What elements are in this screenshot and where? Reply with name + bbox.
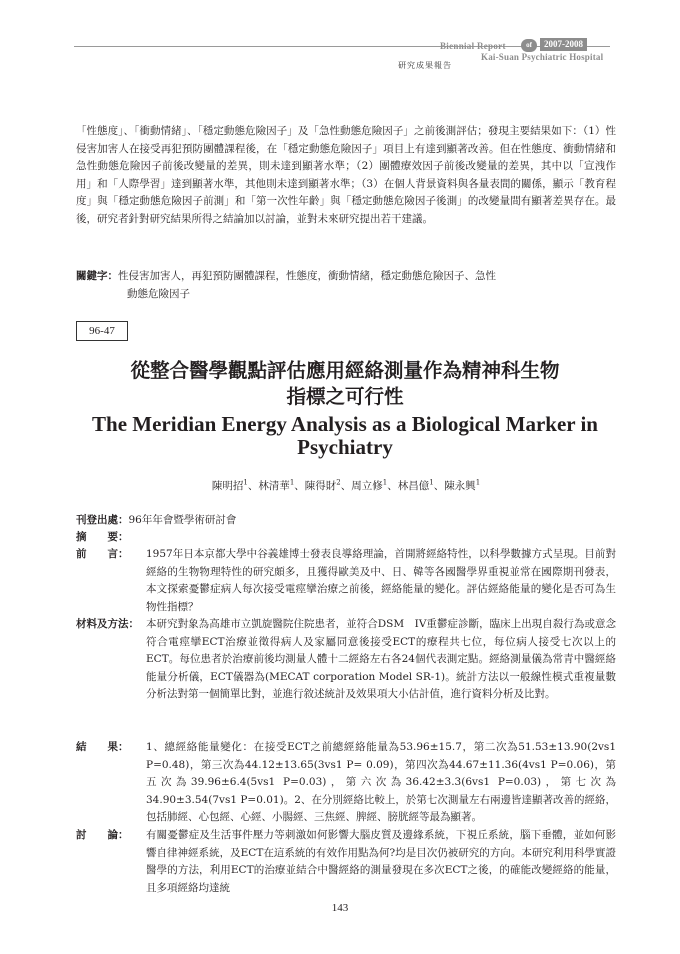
- section-text: 1、總經絡能量變化：在接受ECT之前總經絡能量為53.96±15.7，第二次為51.53±13.90(2vs1 P=0.48)，第三次為44.12±13.65(3vs1 P= 0.09)，第四次為44.67±11.36(4vs1 P=0.06)，第五次為39.96±6.4(5vs1 P=0.03)，第六次為36.42±3.3(6vs1 P=0.03)，第七次為34.90±3.54(7vs1 P=0.01)。2、在分別經絡比較上，於第七次測量左右兩邊皆達顯著改善的經絡，包括肺經、心包經、心經、小腸經、三焦經、脾經、膀胱經等最為顯著。: [146, 741, 616, 824]
- title-chinese-line2: 指標之可行性: [286, 385, 404, 408]
- author: 陳得財$^2$、: [304, 478, 352, 492]
- title-chinese-line1: 從整合醫學觀點評估應用經絡測量作為精神科生物: [130, 359, 560, 382]
- abstract-row: [76, 529, 616, 546]
- author: 林清華$^1$、: [258, 478, 305, 492]
- keywords-label: 關鍵字：: [76, 270, 118, 282]
- header-section-label: 研究成果報告: [398, 61, 452, 70]
- section-label: 材料及方法：: [76, 618, 139, 630]
- keywords-line1: 性侵害加害人，再犯預防團體課程，性態度，衝動情緒，穩定動態危險因子、急性: [118, 270, 496, 282]
- section-label: 結 果：: [76, 741, 129, 753]
- author: 周立修$^1$、: [351, 478, 398, 492]
- header-years-badge: 2007-2008: [540, 38, 587, 51]
- author-list: [76, 474, 616, 494]
- author: 陳明招$^1$、: [211, 478, 259, 492]
- published-value: 96年年會暨學術研討會: [128, 514, 237, 526]
- section-text: 1957年日本京都大學中谷義雄博士發表良導絡理論，首開將經絡特性，以科學數據方式呈現。目前對經絡的生物物理特性的研究頗多，且獲得歐美及中、日、韓等各國醫學界重視並常在國際期刊發表，本文探索憂鬱症病人每次接受電痙攣治療之前後，經絡能量的變化。評估經絡能量的變化是否可為生物性指標？: [146, 548, 616, 613]
- section-introduction: [76, 546, 616, 616]
- section-label: 討 論：: [76, 829, 129, 841]
- section-label: 前 言：: [76, 548, 129, 560]
- section-discussion: [76, 827, 616, 897]
- section-text: 有關憂鬱症及生活事件壓力等刺激如何影響大腦皮質及邊緣系統，下視丘系統，腦下垂體，並如何影響自律神經系統，及ECT在這系統的有效作用點為何?均是目次仍被研究的方向。本研究利用科學實證醫學的方法，利用ECT的治療並結合中醫經絡的測量發現在多次ECT之後，的確能改變經絡的能量，且多項經絡均達統: [146, 829, 616, 894]
- author: 陳永興$^1$: [444, 478, 481, 492]
- intro-paragraph: 「性態度」、「衝動情緒」、「穩定動態危險因子」及「急性動態危險因子」之前後測評估；發現主要結果如下：（1）性侵害加害人在接受再犯預防團體課程後，在「穩定動態危險因子」項目上有達到顯著改善。但在性態度、衝動情緒和急性動態危險因子前後改變量的差異，則未達到顯著水準；（2）團體療效因子前後改變量的差異，其中以「宣洩作用」和「人際學習」達到顯著水準，其他則未達到顯著水準；（3）在個人背景資料與各量表間的關係，顯示「教育程度」與「穩定動態危險因子前測」和「第一次性年齡」與「穩定動態危險因子後測」的改變量間有顯著差異存在。最後，研究者針對研究結果所得之結論加以討論，並對未來研究提出若干建議。: [76, 125, 616, 225]
- title-english-line1: The Meridian Energy Analysis as a Biological Marker in: [92, 412, 598, 436]
- section-methods: [76, 616, 616, 704]
- keywords-block: [76, 268, 616, 303]
- abstract-label: 摘 要：: [76, 531, 129, 543]
- header-hospital-name: Kai-Suan Psychiatric Hospital: [481, 52, 604, 62]
- title-english-line2: Psychiatry: [297, 435, 393, 459]
- section-text: 本研究對象為高雄市立凱旋醫院住院患者，並符合DSM IV重鬱症診斷，臨床上出現自殺行為或意念符合電痙攣ECT治療並徵得病人及家屬同意後接受ECT的療程共七位，每位病人接受七次以上的ECT。每位患者於治療前後均測量人體十二經絡左右各24個代表測定點。經絡測量儀為常青中醫經絡能量分析儀，ECT儀器為(MECAT corporation Model SR-1)。統計方法以一般線性模式重複量數分析法對第一個簡單比對，並進行敘述統計及效果項大小估計值，進行資料分析及比對。: [146, 618, 616, 701]
- section-results: [76, 739, 616, 827]
- header-report-title: Biennial Report: [440, 41, 506, 51]
- title-chinese: [60, 358, 630, 410]
- title-english: [60, 413, 630, 459]
- published-row: [76, 512, 616, 529]
- header-of-badge: of: [521, 39, 537, 52]
- author: 林昌億$^1$、: [397, 478, 445, 492]
- keywords-line2: 動態危險因子: [127, 287, 190, 300]
- paper-code-box: 96-47: [76, 321, 128, 341]
- page-number: 143: [331, 902, 349, 914]
- published-label: 刊登出處：: [76, 514, 129, 526]
